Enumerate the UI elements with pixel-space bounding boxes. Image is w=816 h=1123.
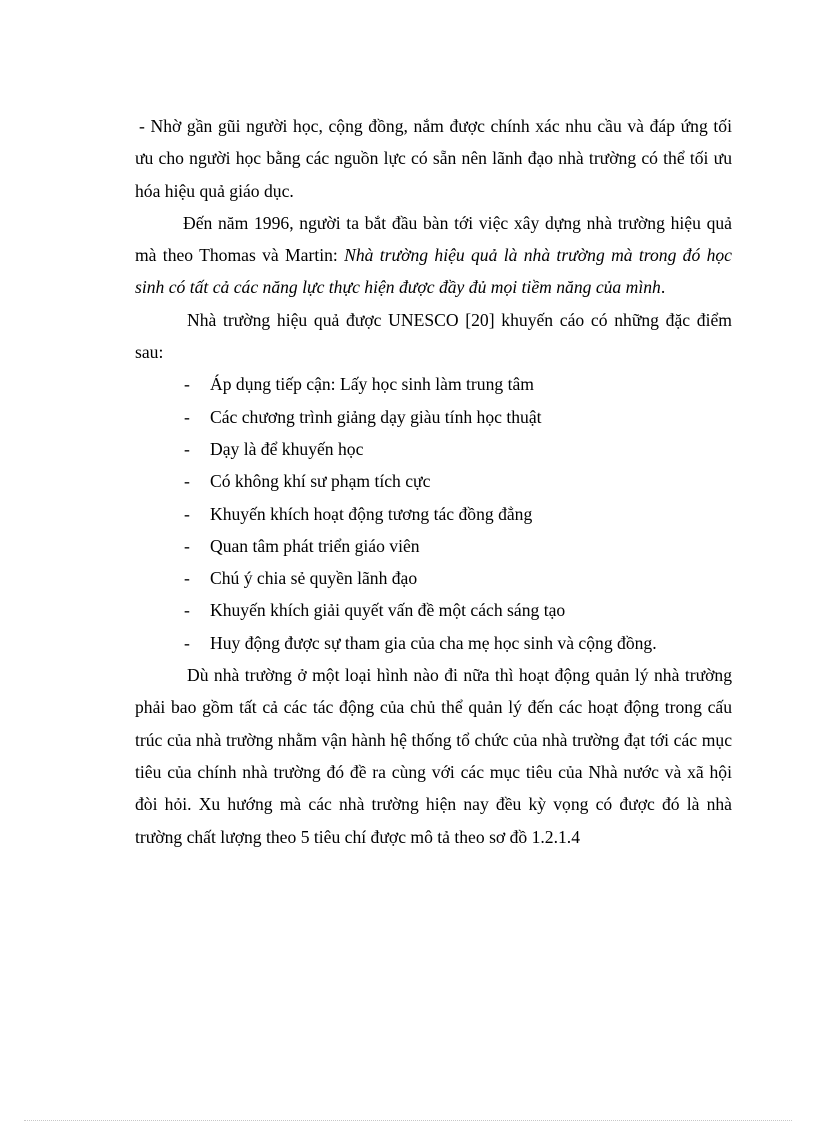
list-item-text: Huy động được sự tham gia của cha mẹ học sinh và cộng đồng. <box>210 632 657 653</box>
definition-quote: Nhà trường hiệu quả là nhà trường mà trong đó học sinh có tất cả các năng lực thực hiện được đầy đủ mọi tiềm năng của mình <box>135 245 732 298</box>
unesco-feature-list <box>135 368 732 659</box>
list-item <box>135 562 732 594</box>
page-bottom-divider <box>24 1120 792 1121</box>
list-item <box>135 465 732 497</box>
list-item-text: Dạy là để khuyến học <box>210 438 364 459</box>
list-item-text: Khuyến khích hoạt động tương tác đồng đẳng <box>210 503 533 524</box>
list-item <box>135 433 732 465</box>
list-item-text: Áp dụng tiếp cận: Lấy học sinh làm trung tâm <box>210 374 534 395</box>
list-item-text: Có không khí sư phạm tích cực <box>210 471 431 492</box>
list-item <box>135 498 732 530</box>
list-item <box>135 594 732 626</box>
list-dash-marker: - <box>184 374 190 395</box>
list-dash-marker: - <box>184 535 190 556</box>
list-item-text: Khuyến khích giải quyết vấn đề một cách sáng tạo <box>210 600 566 621</box>
definition-lead-text: Đến năm 1996, người ta bắt đầu bàn tới việc xây dựng nhà trường hiệu quả mà theo Thomas và Martin: <box>135 212 732 266</box>
paragraph-unesco-intro: Nhà trường hiệu quả được UNESCO [20] khuyến cáo có những đặc điểm sau: <box>135 309 732 363</box>
paragraph-proximity-benefit: - Nhờ gần gũi người học, cộng đồng, nắm được chính xác nhu cầu và đáp ứng tối ưu cho người học bằng các nguồn lực có sẵn nên lãnh đạo nhà trường có thể tối ưu hóa hiệu quả giáo dục. <box>135 116 732 201</box>
list-item <box>135 368 732 400</box>
paragraph-school-management: Dù nhà trường ở một loại hình nào đi nữa thì hoạt động quản lý nhà trường phải bao gồm tất cả các tác động của chủ thể quản lý đến các hoạt động trong cấu trúc của nhà trường nhằm vận hành hệ thống tổ chức của nhà trường đạt tới các mục tiêu của chính nhà trường đó đề ra cùng với các mục tiêu của Nhà nước và xã hội đòi hỏi. Xu hướng mà các nhà trường hiện nay đều kỳ vọng có được đó là nhà trường chất lượng theo 5 tiêu chí được mô tả theo sơ đồ 1.2.1.4 <box>135 665 732 847</box>
list-item-text: Chú ý chia sẻ quyền lãnh đạo <box>210 568 418 589</box>
list-item <box>135 401 732 433</box>
list-item-text: Quan tâm phát triển giáo viên <box>210 535 420 556</box>
list-item <box>135 627 732 659</box>
list-dash-marker: - <box>184 471 190 492</box>
list-item <box>135 530 732 562</box>
list-dash-marker: - <box>184 600 190 621</box>
paragraph-effective-school-definition <box>135 207 732 304</box>
list-dash-marker: - <box>184 632 190 653</box>
list-dash-marker: - <box>184 438 190 459</box>
document-page <box>135 110 732 853</box>
list-dash-marker: - <box>184 568 190 589</box>
list-dash-marker: - <box>184 503 190 524</box>
list-dash-marker: - <box>184 406 190 427</box>
list-item-text: Các chương trình giảng dạy giàu tính học thuật <box>210 406 542 427</box>
definition-end: . <box>660 277 666 298</box>
